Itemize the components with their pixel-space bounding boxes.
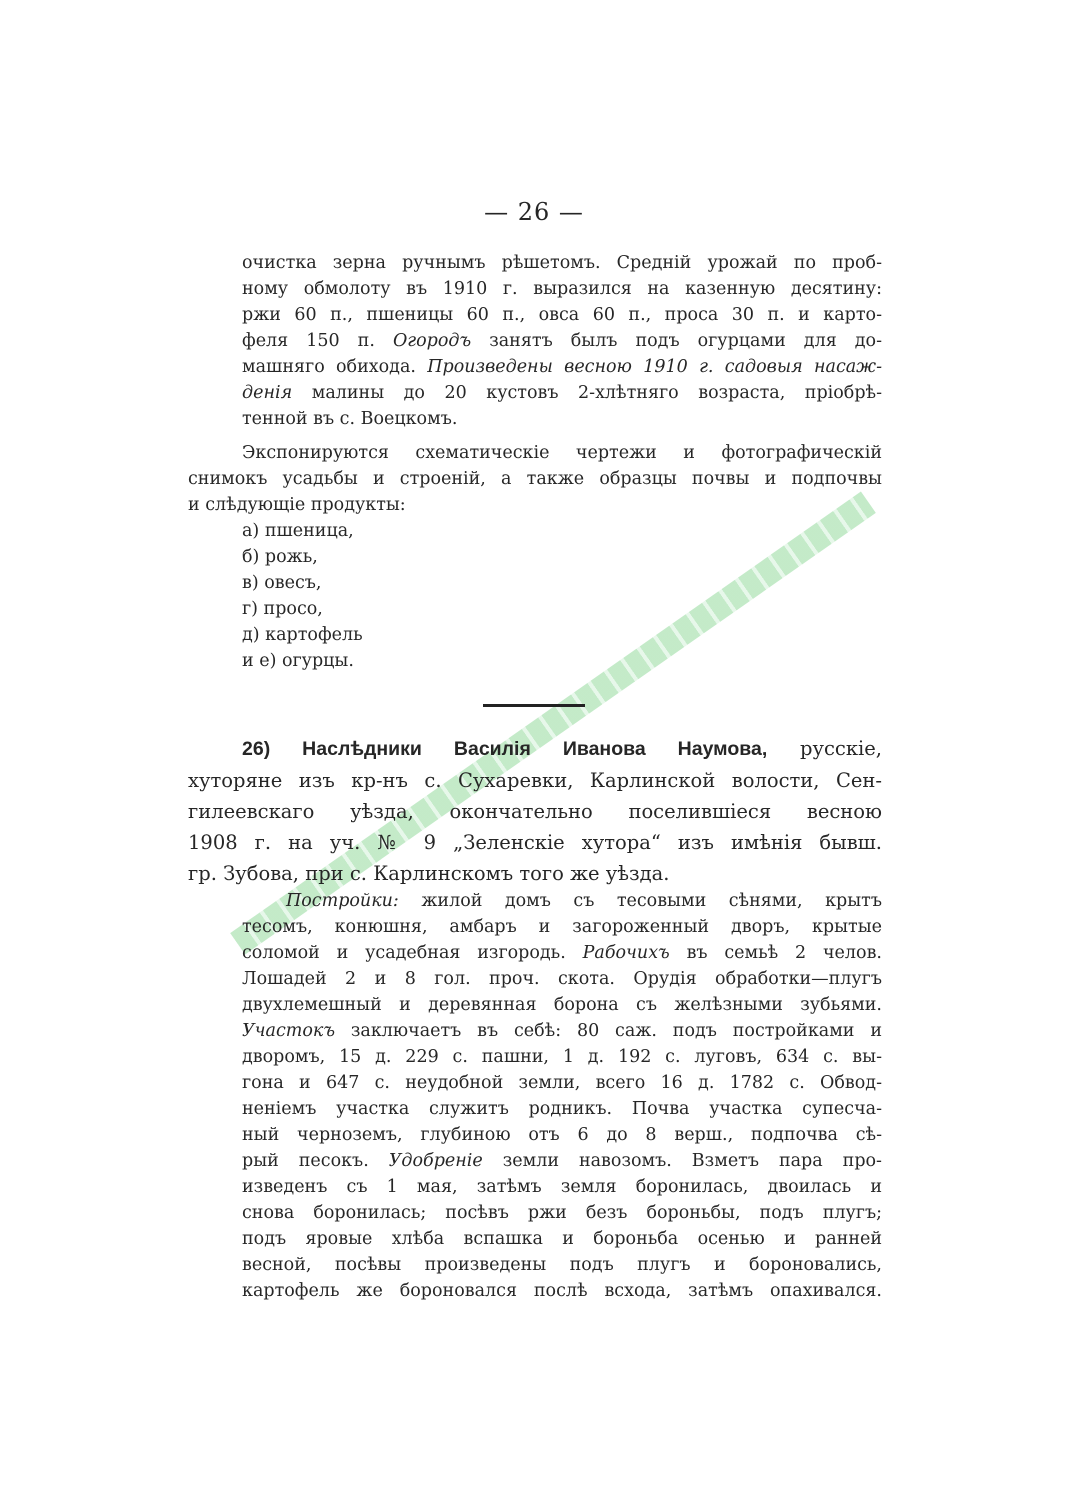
text-line: снимокъ усадьбы и строенiй, а также образцы почвы и подпочвы [188, 469, 882, 489]
products-list [188, 518, 882, 674]
paragraph-farm-details [188, 888, 882, 1304]
text-run: малины до 20 кустовъ 2-хлѣтняго возраста, прiобрѣ- [311, 383, 882, 403]
italic-term: денiя [242, 383, 293, 403]
text-line: 1908 г. на уч. № 9 „Зеленскiе хутора“ изъ имѣнiя бывш. [188, 831, 882, 854]
italic-term: Произведены весною 1910 г. садовыя насаж- [427, 357, 882, 377]
text-run: въ семьѣ 2 челов. [686, 943, 882, 963]
text-line: гилеевскаго уѣзда, окончательно поселившiеся весною [188, 800, 882, 823]
text-line [188, 1018, 882, 1044]
entry-title: 26) Наслѣдники Василiя Иванова Наумова, [242, 738, 768, 760]
text-line: снова боронилась; посѣвъ ржи безъ бороньбы, подъ плугъ; [242, 1203, 882, 1223]
text-line [188, 354, 882, 380]
text-run: рый песокъ. [242, 1151, 369, 1171]
text-line: гона и 647 с. неудобной земли, всего 16 д. 1782 с. Обвод- [242, 1073, 882, 1093]
italic-term: Постройки: [286, 891, 399, 911]
text-run: жилой домъ съ тесовыми сѣнями, крытъ [421, 891, 882, 911]
text-line: очистка зерна ручнымъ рѣшетомъ. Среднiй урожай по проб- [242, 253, 882, 273]
text-line: двухлемешный и деревянная борона съ желѣзными зубьями. [242, 995, 882, 1015]
text-line [188, 380, 882, 406]
text-line: хуторяне изъ кр-нъ с. Сухаревки, Карлинской волости, Сен- [188, 769, 882, 792]
text-line: дворомъ, 15 д. 229 с. пашни, 1 д. 192 с. луговъ, 634 с. вы- [242, 1047, 882, 1067]
text-run: соломой и усадебная изгородь. [242, 943, 566, 963]
italic-term: Рабочихъ [582, 943, 670, 963]
text-line: ному обмолоту въ 1910 г. выразился на казенную десятину: [242, 279, 882, 299]
text-line [188, 1148, 882, 1174]
text-line: Лошадей 2 и 8 гол. проч. скота. Орудiя обработки—плугъ [242, 969, 882, 989]
text-line: ржи 60 п., пшеницы 60 п., овса 60 п., проса 30 п. и карто- [242, 305, 882, 325]
text-run: земли навозомъ. Взметъ пара про- [502, 1151, 882, 1171]
text-line: тенной въ с. Воецкомъ. [242, 409, 458, 429]
text-run: русскiе, [800, 737, 882, 760]
text-line: ненiемъ участка служитъ родникъ. Почва участка супесча- [242, 1099, 882, 1119]
text-line: подъ яровые хлѣба вспашка и бороньба осенью и ранней [242, 1229, 882, 1249]
text-line: и слѣдующiе продукты: [188, 495, 406, 515]
italic-term: Удобренiе [388, 1151, 483, 1171]
text-line: изведенъ съ 1 мая, затѣмъ земля боронилась, двоилась и [242, 1177, 882, 1197]
list-item: в) овесъ, [242, 573, 322, 593]
list-item: и е) огурцы. [242, 651, 354, 671]
italic-term: Огородъ [392, 331, 472, 351]
text-line [188, 328, 882, 354]
text-line: картофель же бороновался послѣ всхода, затѣмъ опахивался. [242, 1281, 882, 1301]
text-line [188, 888, 882, 914]
text-run: феля 150 п. [242, 331, 375, 351]
text-line: Экспонируются схематическiе чертежи и фотографическiй [242, 443, 882, 463]
section-divider [483, 704, 585, 707]
list-item: г) просо, [242, 599, 323, 619]
text-line [188, 733, 882, 765]
page-number: — 26 — [484, 198, 584, 226]
text-run: машняго обихода. [242, 357, 416, 377]
list-item: б) рожь, [242, 547, 318, 567]
text-line: гр. Зубова, при с. Карлинскомъ того же уѣзда. [188, 862, 670, 885]
text-line: тесомъ, конюшня, амбаръ и загороженный дворъ, крытые [242, 917, 882, 937]
italic-term: Участокъ [242, 1021, 336, 1041]
list-item: а) пшеница, [242, 521, 354, 541]
paragraph-harvest [188, 250, 882, 432]
text-line: весной, посѣвы произведены подъ плугъ и бороновались, [242, 1255, 882, 1275]
paragraph-exhibits [188, 440, 882, 518]
list-item: д) картофель [242, 625, 363, 645]
text-run: занятъ былъ подъ огурцами для до- [489, 331, 882, 351]
entry-heading [188, 733, 882, 889]
text-line [188, 940, 882, 966]
text-run: заключаетъ въ себѣ: 80 саж. подъ постройками и [350, 1021, 882, 1041]
text-line: ный черноземъ, глубиною отъ 6 до 8 верш., подпочва сѣ- [242, 1125, 882, 1145]
